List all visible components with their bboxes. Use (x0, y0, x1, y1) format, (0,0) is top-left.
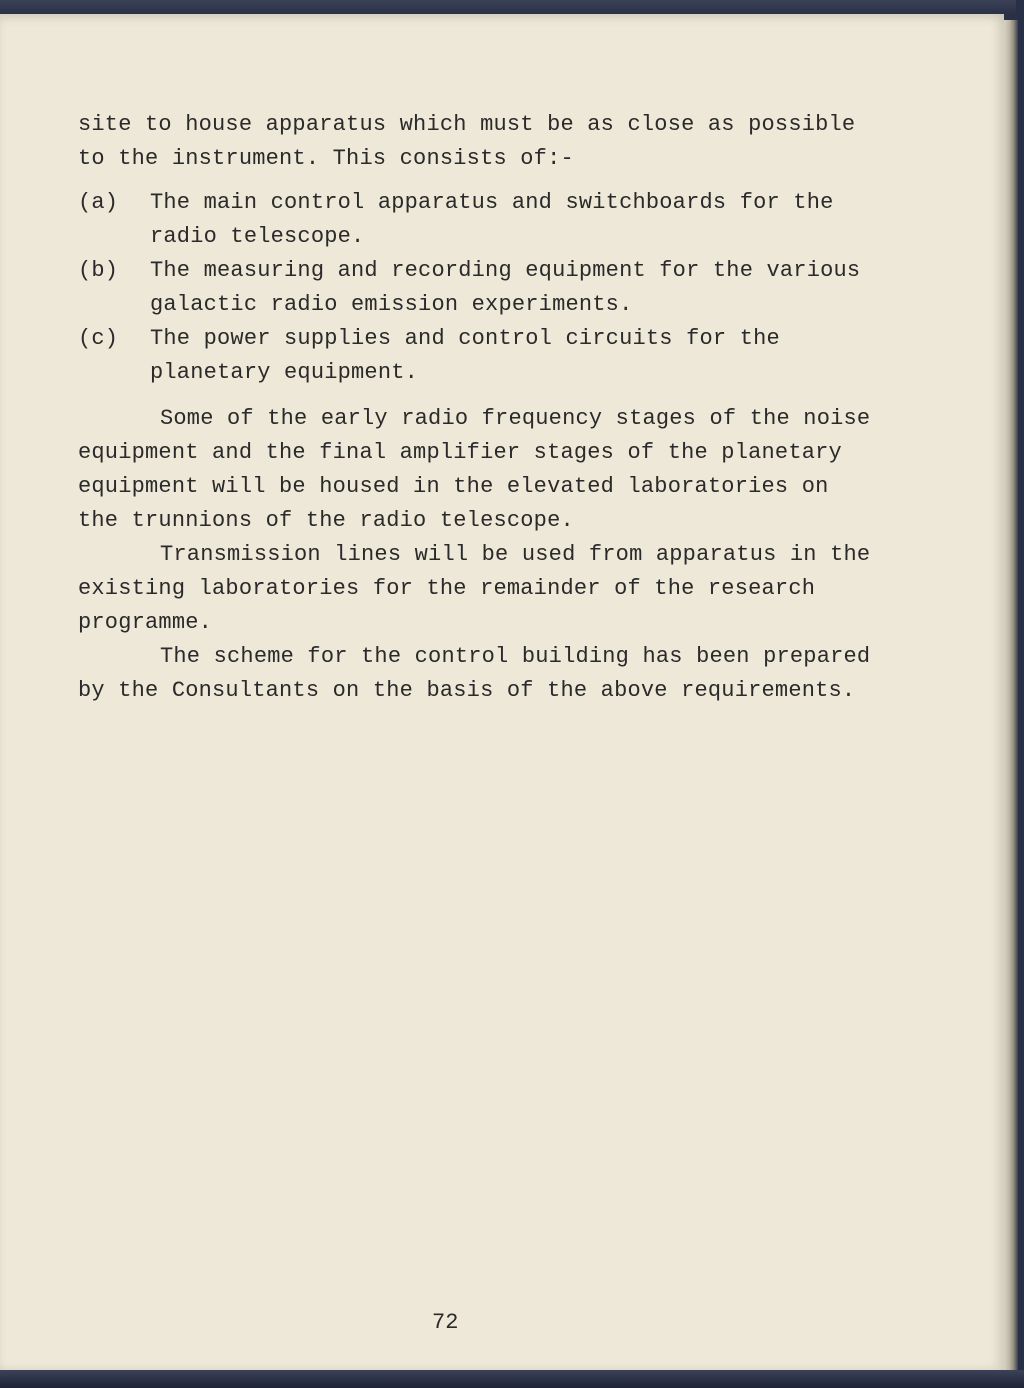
list-item-label: (a) (78, 190, 119, 215)
list-item-line: The power supplies and control circuits for the (150, 326, 780, 351)
list-item-line: The main control apparatus and switchboards for the (150, 190, 834, 215)
paragraph-noise-equipment (78, 402, 918, 538)
top-cover-edge (0, 0, 1024, 14)
paragraph-line: by the Consultants on the basis of the above requirements. (78, 678, 856, 703)
paragraph-line: equipment and the final amplifier stages of the planetary (78, 440, 842, 465)
paper-page (0, 14, 1004, 1370)
list-item-line: radio telescope. (150, 224, 365, 249)
paragraph-transmission-lines (78, 538, 918, 640)
list-item-label: (b) (78, 258, 119, 283)
intro-line: to the instrument. This consists of:- (78, 146, 574, 171)
list-item-line: galactic radio emission experiments. (150, 292, 633, 317)
intro-line: site to house apparatus which must be as close as possible (78, 112, 856, 137)
paragraph-line: equipment will be housed in the elevated laboratories on (78, 474, 829, 499)
paragraph-control-building (78, 640, 918, 708)
list-item-c (78, 322, 918, 390)
typed-text-block (78, 108, 918, 708)
list-item-line: planetary equipment. (150, 360, 419, 385)
bottom-cover-edge (0, 1370, 1024, 1388)
list-item-line: The measuring and recording equipment for the various (150, 258, 861, 283)
paragraph-line: the trunnions of the radio telescope. (78, 508, 574, 533)
paragraph-line: programme. (78, 610, 213, 635)
list-item-label: (c) (78, 326, 119, 351)
page-number: 72 (432, 1310, 459, 1335)
paragraph-first-line: The scheme for the control building has been prepared (160, 644, 871, 669)
list-item-b (78, 254, 918, 322)
paragraph-first-line: Some of the early radio frequency stages of the noise (160, 406, 871, 431)
list-item-a (78, 186, 918, 254)
paragraph-line: existing laboratories for the remainder of the research (78, 576, 816, 601)
paragraph-first-line: Transmission lines will be used from apparatus in the (160, 542, 871, 567)
page-edge (1004, 20, 1018, 1370)
